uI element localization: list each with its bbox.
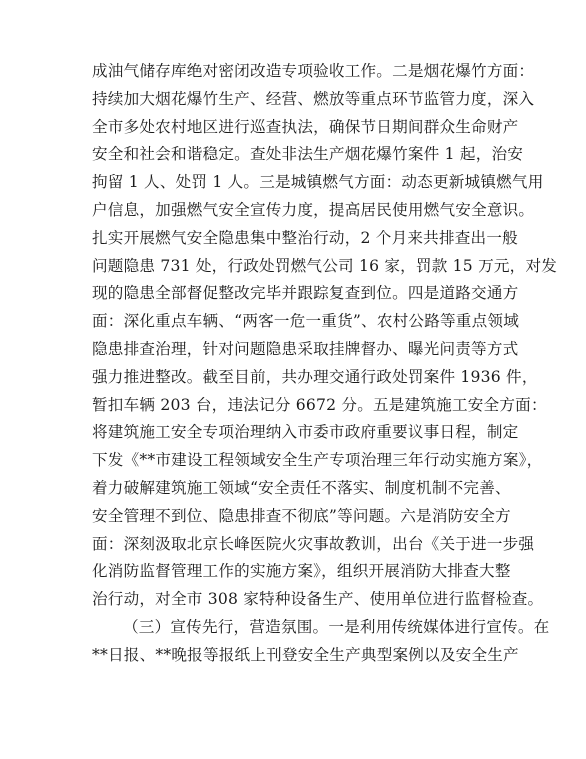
section-heading-line: （三）宣传先行，营造氛围。一是利用传统媒体进行宣传。在: [123, 617, 550, 636]
paragraph-line-5: 拘留 1 人、处罚 1 人。三是城镇燃气方面：动态更新城镇燃气用: [92, 173, 544, 192]
paragraph-line-17: 安全管理不到位、隐患排查不彻底”等问题。六是消防安全方: [92, 506, 511, 525]
paragraph-line-6: 户信息，加强燃气安全宣传力度，提高居民使用燃气安全意识。: [92, 200, 535, 219]
paragraph-line-19: 化消防监督管理工作的实施方案》，组织开展消防大排查大整: [92, 562, 511, 581]
paragraph-line-10: 面：深化重点车辆、“两客一危一重货”、农村公路等重点领域: [92, 312, 519, 331]
paragraph-line-20: 治行动，对全市 308 家特种设备生产、使用单位进行监督检查。: [92, 590, 544, 609]
paragraph-line-2: 持续加大烟花爆竹生产、经营、燃放等重点环节监管力度，深入: [92, 89, 535, 108]
paragraph-line-12: 强力推进整改。截至目前，共办理交通行政处罚案件 1936 件，: [92, 367, 538, 386]
paragraph-line-7: 扎实开展燃气安全隐患集中整治行动，2 个月来共排查出一般: [92, 228, 518, 247]
section-body-line: **日报、**晚报等报纸上刊登安全生产典型案例以及安全生产: [92, 645, 519, 664]
paragraph-line-15: 下发《**市建设工程领域安全生产专项治理三年行动实施方案》，: [92, 451, 543, 470]
paragraph-line-3: 全市多处农村地区进行巡查执法，确保节日期间群众生命财产: [92, 117, 519, 136]
paragraph-line-1: 成油气储存库绝对密闭改造专项验收工作。二是烟花爆竹方面：: [92, 62, 535, 80]
paragraph-line-16: 着力破解建筑施工领域“安全责任不落实、制度机制不完善、: [92, 478, 511, 497]
paragraph-line-9: 现的隐患全部督促整改完毕并跟踪复查到位。四是道路交通方: [92, 284, 519, 303]
paragraph-line-4: 安全和社会和谐稳定。查处非法生产烟花爆竹案件 1 起，治安: [92, 145, 524, 164]
document-body: [92, 58, 558, 670]
paragraph-line-14: 将建筑施工安全专项治理纳入市委市政府重要议事日程，制定: [92, 423, 519, 442]
paragraph-line-8: 问题隐患 731 处，行政处罚燃气公司 16 家，罚款 15 万元，对发: [92, 256, 558, 275]
paragraph-line-18: 面：深刻汲取北京长峰医院火灾事故教训，出台《关于进一步强: [92, 534, 535, 553]
paragraph-line-13: 暂扣车辆 203 台，违法记分 6672 分。五是建筑施工安全方面：: [92, 395, 547, 414]
paragraph-line-11: 隐患排查治理，针对问题隐患采取挂牌督办、曝光问责等方式: [92, 339, 519, 358]
